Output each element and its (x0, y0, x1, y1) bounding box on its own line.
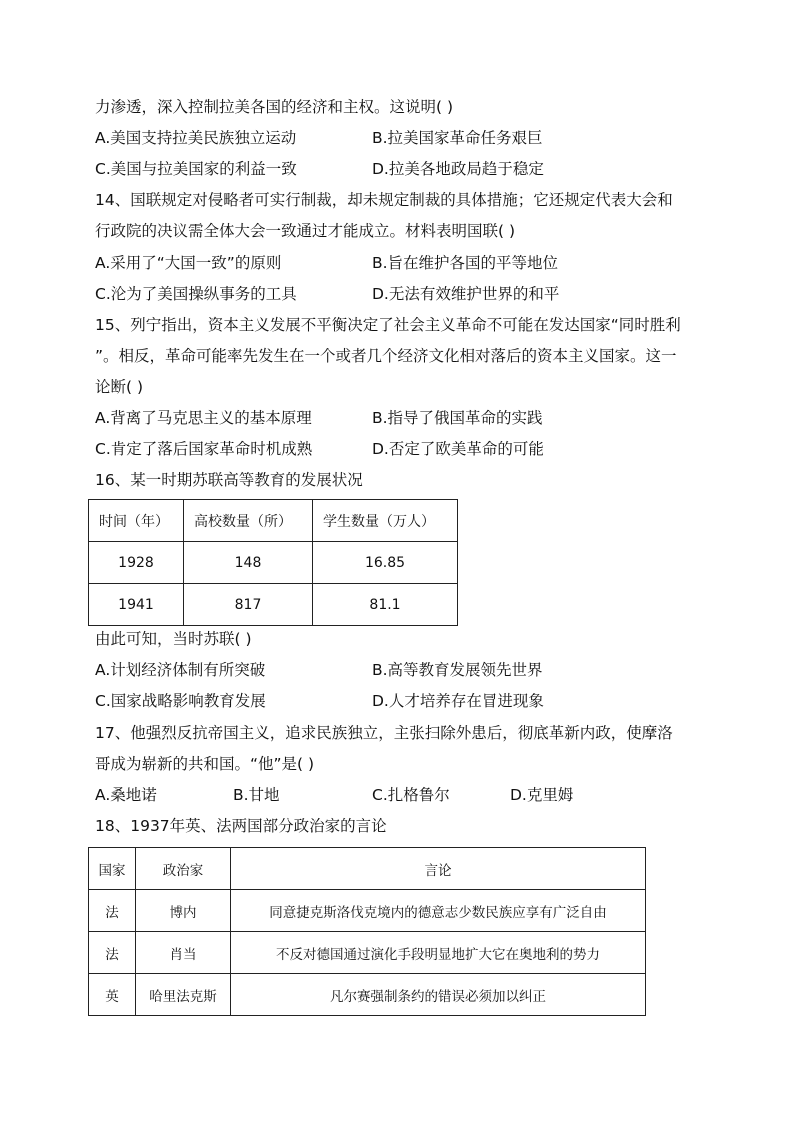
q16-option-d: D.人才培养存在冒进现象 (372, 692, 544, 710)
q13-option-a: A.美国支持拉美民族独立运动 (95, 129, 297, 147)
q13-option-c: C.美国与拉美国家的利益一致 (95, 160, 297, 178)
q16-title: 16、某一时期苏联高等教育的发展状况 (95, 471, 363, 489)
table-cell: 148 (184, 542, 313, 584)
table-cell: 肖当 (136, 932, 231, 974)
table-header-row (89, 500, 458, 542)
q13-stem: 力渗透，深入控制拉美各国的经济和主权。这说明( ) (95, 98, 454, 116)
q13-option-d: D.拉美各地政局趋于稳定 (372, 160, 544, 178)
table-cell: 哈里法克斯 (136, 974, 231, 1016)
q16-option-a: A.计划经济体制有所突破 (95, 661, 266, 679)
table-cell: 1928 (89, 542, 184, 584)
q17-option-a: A.桑地诺 (95, 786, 157, 804)
q14-option-a: A.采用了“大国一致”的原则 (95, 254, 282, 272)
q16-option-c: C.国家战略影响教育发展 (95, 692, 266, 710)
q17-option-d: D.克里姆 (510, 786, 574, 804)
q15-stem-line-3: 论断( ) (95, 378, 144, 396)
q16-stem: 由此可知，当时苏联( ) (95, 630, 252, 648)
table-header-cell: 时间（年） (89, 500, 184, 542)
q14-option-c: C.沦为了美国操纵事务的工具 (95, 285, 297, 303)
q16-option-b: B.高等教育发展领先世界 (372, 661, 543, 679)
table-row (89, 542, 458, 584)
q14-option-d: D.无法有效维护世界的和平 (372, 285, 560, 303)
table-cell: 法 (89, 890, 136, 932)
table-row (89, 890, 646, 932)
q15-option-a: A.背离了马克思主义的基本原理 (95, 409, 312, 427)
table-cell: 英 (89, 974, 136, 1016)
table-header-row (89, 848, 646, 890)
table-cell: 法 (89, 932, 136, 974)
table-row (89, 974, 646, 1016)
table-header-cell: 政治家 (136, 848, 231, 890)
table-cell: 1941 (89, 584, 184, 626)
q17-stem-line-1: 17、他强烈反抗帝国主义，追求民族独立，主张扫除外患后，彻底革新内政，使摩洛 (95, 724, 673, 742)
q18-title: 18、1937年英、法两国部分政治家的言论 (95, 817, 387, 835)
table-cell: 凡尔赛强制条约的错误必须加以纠正 (231, 974, 646, 1016)
q14-option-b: B.旨在维护各国的平等地位 (372, 254, 559, 272)
table-row (89, 584, 458, 626)
table-cell: 博内 (136, 890, 231, 932)
q15-option-d: D.否定了欧美革命的可能 (372, 440, 544, 458)
q16-data-table (88, 499, 458, 626)
q15-stem-line-2: ”。相反，革命可能率先发生在一个或者几个经济文化相对落后的资本主义国家。这一 (95, 347, 677, 365)
q17-option-b: B.甘地 (233, 786, 280, 804)
q13-option-b: B.拉美国家革命任务艰巨 (372, 129, 543, 147)
q14-stem-line-1: 14、国联规定对侵略者可实行制裁，却未规定制裁的具体措施；它还规定代表大会和 (95, 191, 673, 209)
q15-option-b: B.指导了俄国革命的实践 (372, 409, 543, 427)
table-cell: 81.1 (313, 584, 458, 626)
table-cell: 同意捷克斯洛伐克境内的德意志少数民族应享有广泛自由 (231, 890, 646, 932)
table-cell: 不反对德国通过演化手段明显地扩大它在奥地利的势力 (231, 932, 646, 974)
q17-stem-line-2: 哥成为崭新的共和国。“他”是( ) (95, 755, 315, 773)
table-cell: 817 (184, 584, 313, 626)
q15-option-c: C.肯定了落后国家革命时机成熟 (95, 440, 313, 458)
q17-option-c: C.扎格鲁尔 (372, 786, 450, 804)
table-header-cell: 高校数量（所） (184, 500, 313, 542)
table-header-cell: 国家 (89, 848, 136, 890)
q18-data-table (88, 847, 646, 1016)
table-header-cell: 言论 (231, 848, 646, 890)
table-header-cell: 学生数量（万人） (313, 500, 458, 542)
q14-stem-line-2: 行政院的决议需全体大会一致通过才能成立。材料表明国联( ) (95, 222, 516, 240)
q15-stem-line-1: 15、列宁指出，资本主义发展不平衡决定了社会主义革命不可能在发达国家“同时胜利 (95, 316, 681, 334)
table-cell: 16.85 (313, 542, 458, 584)
table-row (89, 932, 646, 974)
